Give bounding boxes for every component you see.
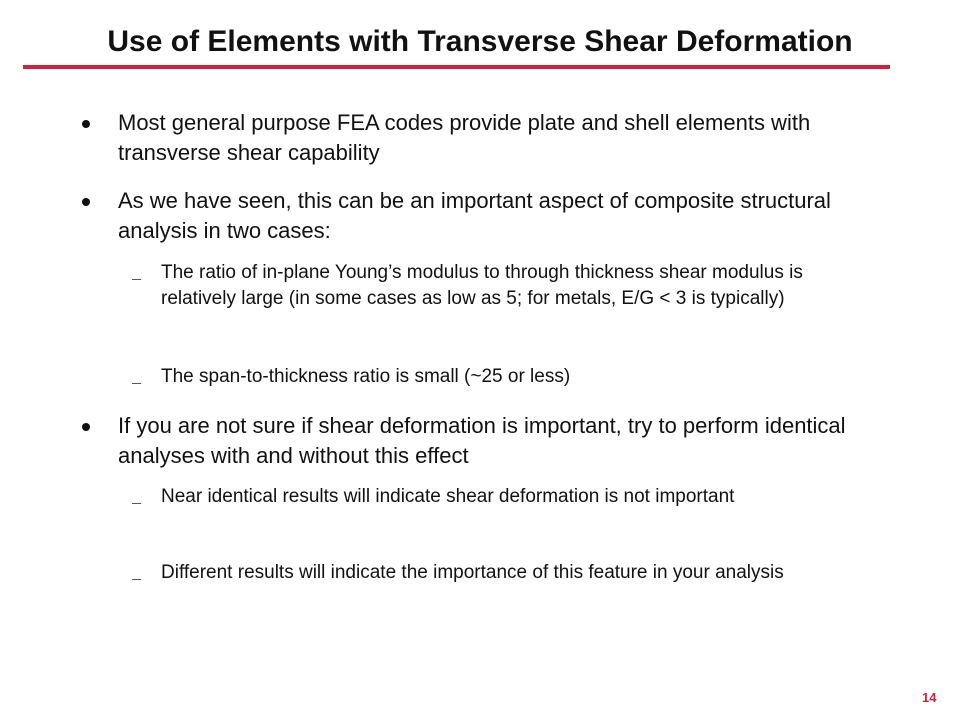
slide-title: Use of Elements with Transverse Shear Deformation [107,25,853,58]
bullet-text: If you are not sure if shear deformation is important, try to perform identical analyses with and without this effect [118,413,846,468]
sub-bullet-item [161,364,881,390]
bullet-text: Most general purpose FEA codes provide plate and shell elements with transverse shear capability [118,110,811,165]
sub-bullet-text: The span-to-thickness ratio is small (~25 or less) [161,366,571,387]
sub-bullet-item [161,484,881,510]
dash-icon [132,503,141,504]
bullet-item [118,108,878,168]
dash-icon [132,279,141,280]
dash-icon [132,383,141,384]
sub-bullet-text: The ratio of in-plane Young’s modulus to through thickness shear modulus is relatively large (in some cases as low as 5; for metals, E/G < 3 is typically) [161,262,803,309]
bullet-item [118,411,878,471]
sub-bullet-text: Different results will indicate the importance of this feature in your analysis [161,562,784,583]
bullet-dot-icon [82,198,90,206]
bullet-item [118,186,878,246]
page-number: 14 [922,690,937,705]
bullet-text: As we have seen, this can be an important aspect of composite structural analysis in two cases: [118,188,831,243]
bullet-dot-icon [82,120,90,128]
sub-bullet-item [161,260,881,312]
sub-bullet-item [161,560,881,586]
sub-bullet-text: Near identical results will indicate shear deformation is not important [161,486,735,507]
bullet-dot-icon [82,423,90,431]
dash-icon [132,579,141,580]
